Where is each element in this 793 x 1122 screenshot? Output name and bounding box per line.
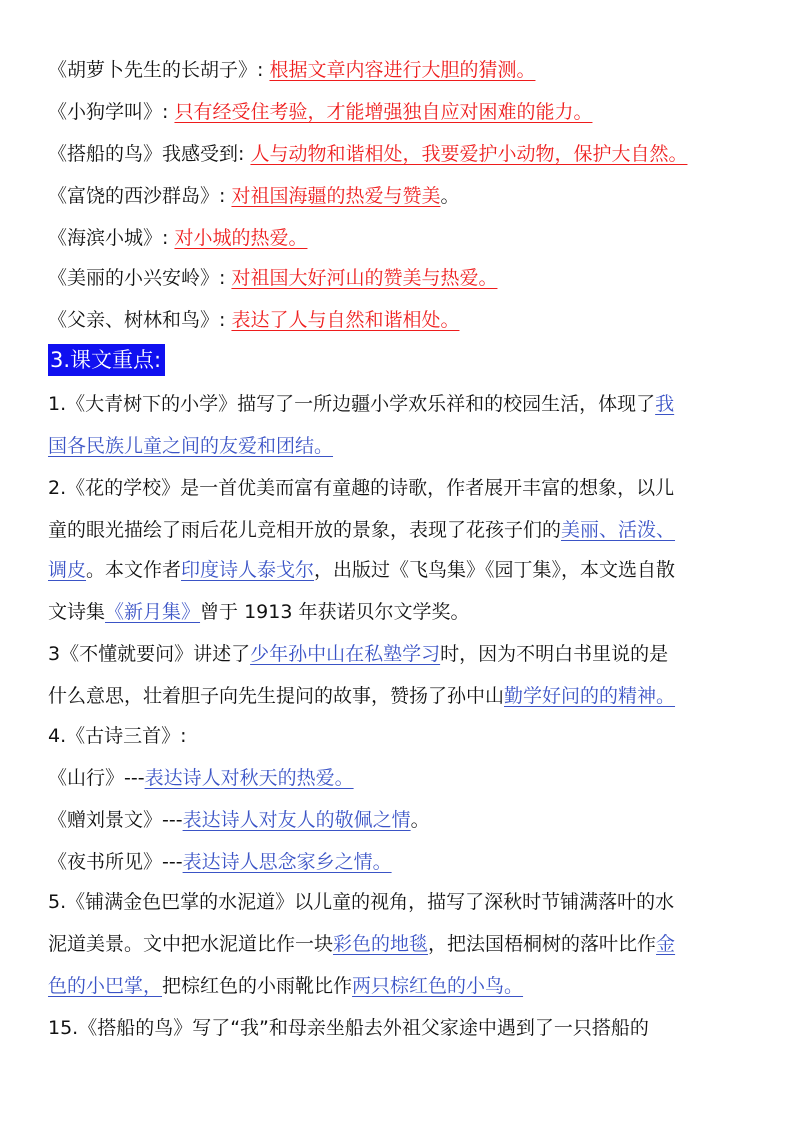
paragraph-line xyxy=(48,640,753,668)
highlight: 调皮 xyxy=(48,559,87,581)
poem-name: 《赠刘景文》--- xyxy=(48,809,183,831)
text: 把棕红色的小雨靴比作 xyxy=(162,975,353,997)
paragraph-line xyxy=(48,682,753,710)
text: 泥道美景。文中把水泥道比作一块 xyxy=(48,933,334,955)
item-tail: 。 xyxy=(440,185,460,207)
paragraph-line xyxy=(48,516,753,544)
item-answer: 只有经受住考验，才能增强独自应对困难的能力。 xyxy=(174,101,593,123)
text: 。 xyxy=(410,809,430,831)
highlight: 表达诗人思念家乡之情。 xyxy=(182,851,392,873)
text: 5.《铺满金色巴掌的水泥道》以儿童的视角，描写了深秋时节铺满落叶的水 xyxy=(48,891,675,913)
poem-name: 《夜书所见》--- xyxy=(48,851,183,873)
summary-item xyxy=(48,98,753,126)
item-label: 《搭船的鸟》我感受到: xyxy=(48,143,245,165)
paragraph-line xyxy=(48,1014,753,1042)
poem-line xyxy=(48,764,753,792)
text: 2.《花的学校》是一首优美而富有童趣的诗歌，作者展开丰富的想象，以儿 xyxy=(48,477,675,499)
highlight: 表达诗人对秋天的热爱。 xyxy=(144,767,354,789)
item-answer: 对祖国大好河山的赞美与热爱。 xyxy=(231,267,498,289)
text: ，出版过《飞鸟集》《园丁集》，本文选自散 xyxy=(314,559,676,581)
highlight: 印度诗人泰戈尔 xyxy=(181,559,315,581)
highlight: 《新月集》 xyxy=(105,601,201,623)
highlight: 少年孙中山在私塾学习 xyxy=(250,643,441,665)
paragraph-line xyxy=(48,930,753,958)
text: 什么意思，壮着胆子向先生提问的故事，赞扬了孙中山 xyxy=(48,685,505,707)
poem-name: 《山行》--- xyxy=(48,767,145,789)
item-label: 《胡萝卜先生的长胡子》: xyxy=(48,59,264,81)
summary-item xyxy=(48,140,753,168)
text: 时，因为不明白书里说的是 xyxy=(440,643,669,665)
highlight: 金 xyxy=(656,933,676,955)
item-label: 《海滨小城》: xyxy=(48,227,169,249)
summary-item xyxy=(48,182,753,210)
paragraph-line xyxy=(48,598,753,626)
highlight: 色的小巴掌， xyxy=(48,975,163,997)
poem-line xyxy=(48,806,753,834)
paragraph-line xyxy=(48,556,753,584)
paragraph-line xyxy=(48,432,753,460)
text: ，把法国梧桐树的落叶比作 xyxy=(428,933,657,955)
highlight: 两只棕红色的小鸟。 xyxy=(352,975,524,997)
paragraph-line xyxy=(48,972,753,1000)
text: 童的眼光描绘了雨后花儿竞相开放的景象，表现了花孩子们的 xyxy=(48,519,562,541)
highlight: 美丽、活泼、 xyxy=(561,519,676,541)
item-label: 《小狗学叫》: xyxy=(48,101,169,123)
summary-item xyxy=(48,306,753,334)
summary-item xyxy=(48,224,753,252)
text: 。本文作者 xyxy=(86,559,182,581)
poem-line xyxy=(48,848,753,876)
item-answer: 人与动物和谐相处，我要爱护小动物，保护大自然。 xyxy=(250,143,688,165)
highlight: 表达诗人对友人的敬佩之情 xyxy=(182,809,411,831)
item-answer: 表达了人与自然和谐相处。 xyxy=(231,309,460,331)
text: 文诗集 xyxy=(48,601,106,623)
summary-item xyxy=(48,264,753,292)
paragraph-line xyxy=(48,474,753,502)
item-answer: 对祖国海疆的热爱与赞美 xyxy=(231,185,441,207)
item-answer: 根据文章内容进行大胆的猜测。 xyxy=(269,59,536,81)
highlight: 我 xyxy=(655,393,675,415)
paragraph-line xyxy=(48,888,753,916)
text: 1.《大青树下的小学》描写了一所边疆小学欢乐祥和的校园生活，体现了 xyxy=(48,393,656,415)
text: 3《不懂就要问》讲述了 xyxy=(48,643,251,665)
text: 曾于 1913 年获诺贝尔文学奖。 xyxy=(200,601,470,623)
item-label: 《富饶的西沙群岛》: xyxy=(48,185,226,207)
item-label: 《美丽的小兴安岭》: xyxy=(48,267,226,289)
highlight: 彩色的地毯 xyxy=(333,933,429,955)
paragraph-line xyxy=(48,390,753,418)
section-heading: 3.课文重点: xyxy=(48,344,165,376)
highlight: 国各民族儿童之间的友爱和团结。 xyxy=(48,435,334,457)
item-answer: 对小城的热爱。 xyxy=(174,227,308,249)
paragraph-line xyxy=(48,722,753,750)
highlight: 勤学好问的的精神。 xyxy=(504,685,676,707)
summary-item xyxy=(48,56,753,84)
text: 15.《搭船的鸟》写了“我”和母亲坐船去外祖父家途中遇到了一只搭船的 xyxy=(48,1017,649,1039)
item-label: 《父亲、树林和鸟》: xyxy=(48,309,226,331)
text: 4.《古诗三首》: xyxy=(48,725,187,747)
